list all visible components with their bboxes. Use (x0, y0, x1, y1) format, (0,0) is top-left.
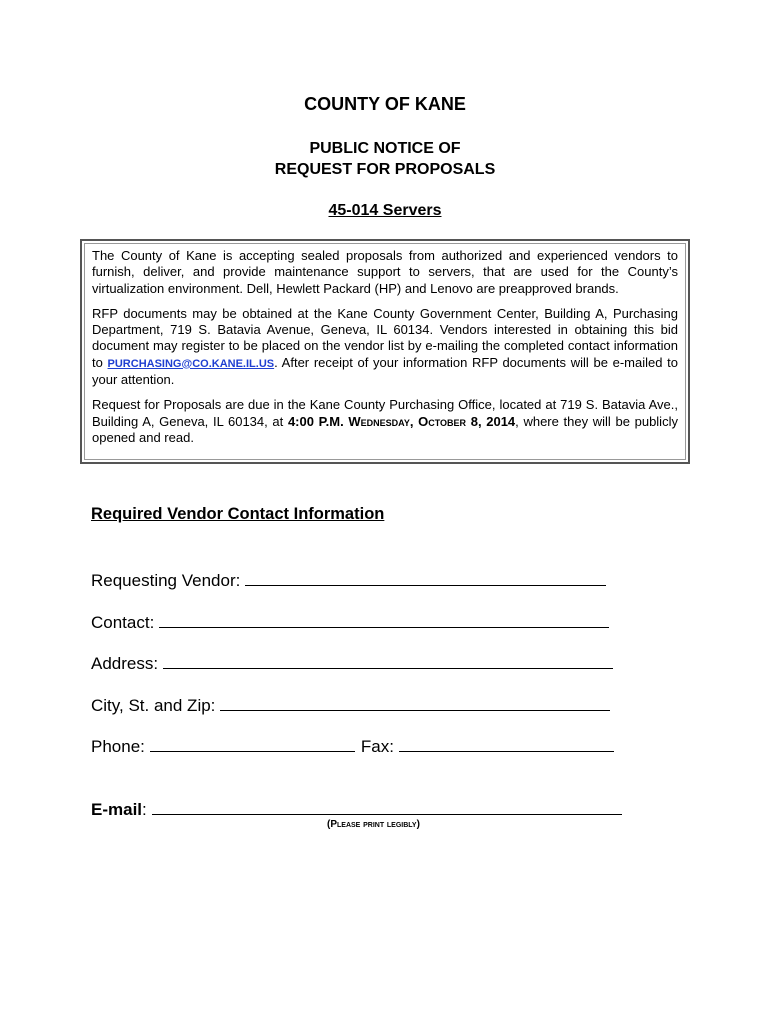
contact-label: Contact: (91, 613, 155, 632)
due-time: 4:00 (287, 413, 314, 429)
city-state-zip-row (91, 693, 610, 716)
city-state-zip-field[interactable] (220, 693, 610, 711)
requesting-vendor-field[interactable] (245, 568, 606, 586)
email-label: E-mail (91, 800, 143, 819)
notice-p3-text-after: , where they will be publicly opened and read. (92, 413, 678, 445)
notice-paragraph-2 (92, 306, 678, 388)
fax-field[interactable] (399, 734, 614, 752)
document-title: COUNTY OF KANE (304, 94, 466, 114)
email-field[interactable] (152, 797, 622, 815)
fax-label: Fax: (360, 737, 394, 756)
phone-fax-row (91, 734, 614, 757)
notice-p2-text: RFP documents may be obtained at the Kane County Government Center, Building A, Purchasing Department, 719 S. Batavia Avenue, Geneva, IL 60134. Vendors interested in obtaining this bid document may register to be placed on the vendor list by e-mailing the completed contact information to (92, 305, 678, 370)
address-field[interactable] (163, 651, 613, 669)
email-colon: : (142, 800, 147, 819)
notice-paragraph-1: The County of Kane is accepting sealed proposals from authorized and experienced vendors to furnish, deliver, and provide maintenance support to servers, that are used for the County’s virtualization environment. Dell, Hewlett Packard (HP) and Lenovo are preapproved brands. (92, 248, 678, 296)
subtitle-line-2: REQUEST FOR PROPOSALS (274, 161, 496, 178)
due-date: 8, 2014 (470, 413, 516, 429)
notice-p2-text-after: . After receipt of your information RFP documents will be e-mailed to your attention. (92, 354, 678, 388)
contact-row (91, 610, 609, 633)
notice-paragraph-3 (92, 397, 678, 446)
email-row (91, 797, 622, 820)
phone-field[interactable] (150, 734, 355, 752)
rfp-number: 45-014 Servers (328, 202, 442, 219)
vendor-contact-heading: Required Vendor Contact Information (91, 505, 385, 523)
print-legibly-note: (Please print legibly) (327, 819, 420, 830)
notice-box (80, 239, 690, 464)
notice-p3-text: Request for Proposals are due in the Kane County Purchasing Office, located at 719 S. Batavia Ave., Building A, Geneva, IL 60134, at (92, 397, 678, 429)
notice-subtitle (0, 138, 770, 180)
city-state-zip-label: City, St. and Zip: (91, 696, 216, 715)
address-row (91, 651, 613, 674)
due-day: Wednesday, October (348, 413, 467, 429)
address-label: Address: (91, 654, 159, 673)
due-ampm: P.M. (318, 413, 344, 429)
phone-label: Phone: (91, 737, 145, 756)
purchasing-email-link[interactable]: PURCHASING@CO.KANE.IL.US (107, 357, 275, 370)
contact-field[interactable] (159, 610, 609, 628)
requesting-vendor-label: Requesting Vendor: (91, 571, 241, 590)
subtitle-line-1: PUBLIC NOTICE OF (309, 140, 461, 157)
requesting-vendor-row (91, 568, 606, 591)
